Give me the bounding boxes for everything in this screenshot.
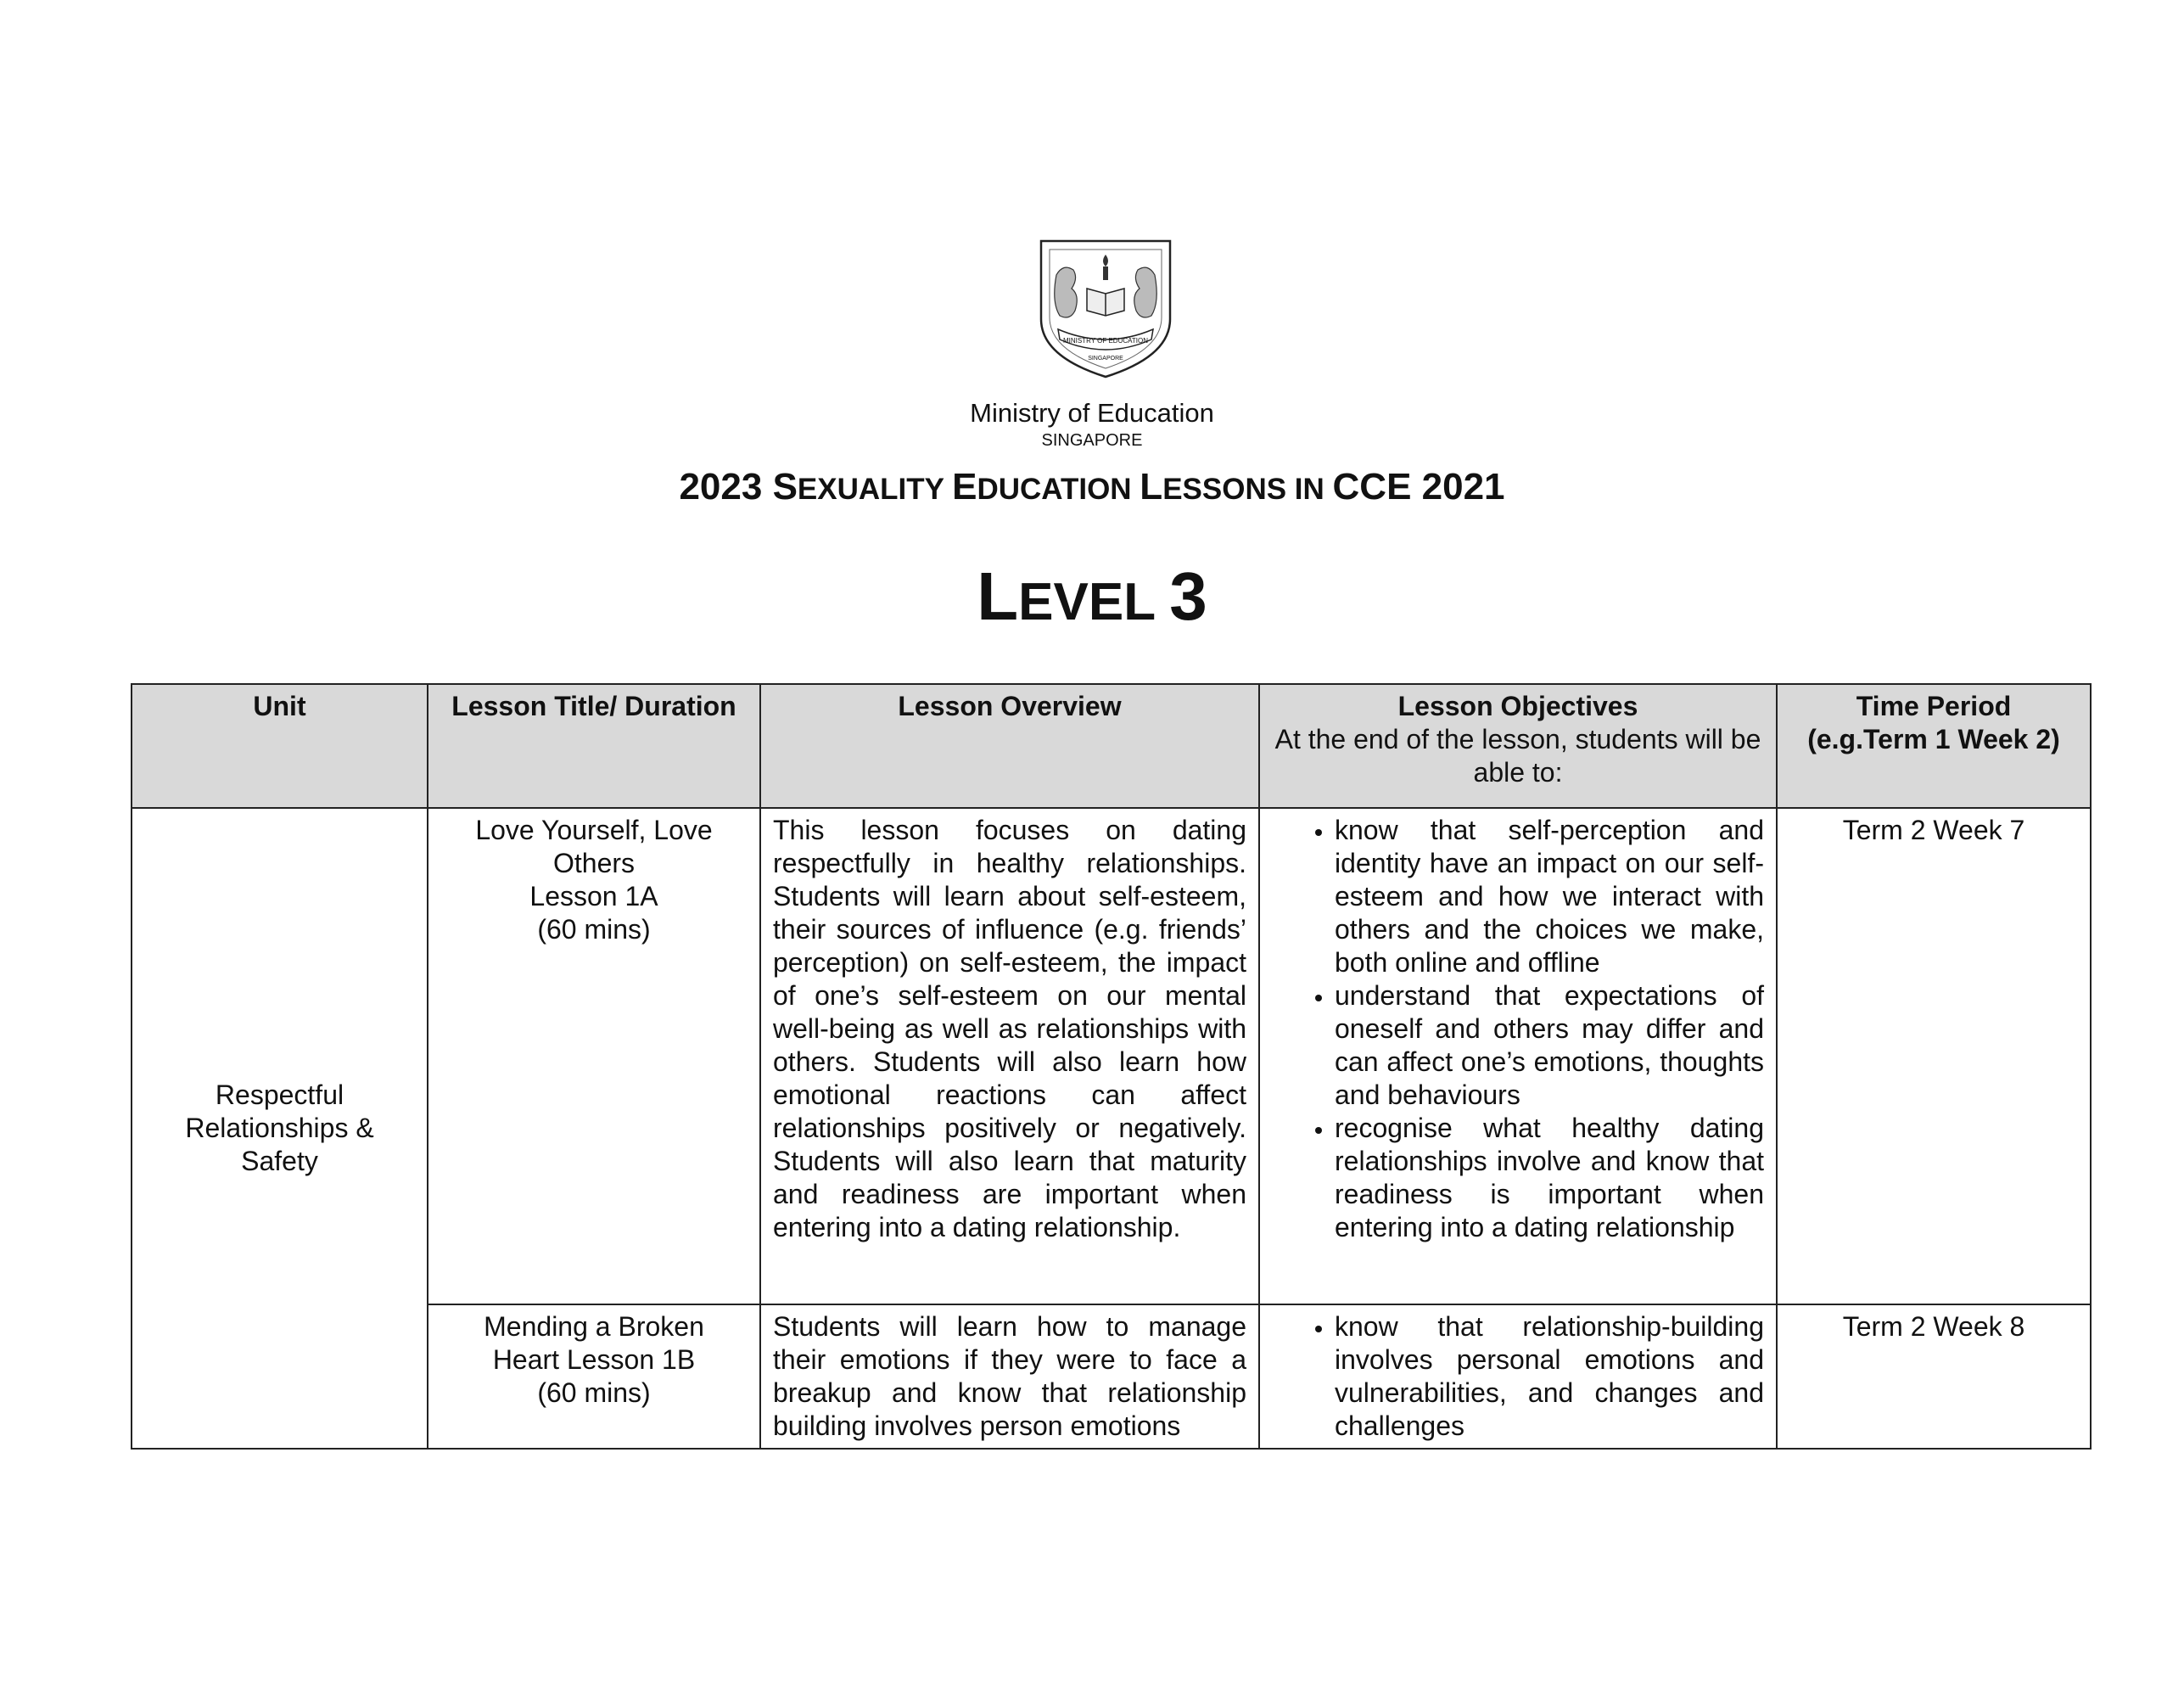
lesson-title-cell: Love Yourself, Love Others Lesson 1A (60 mins) bbox=[428, 808, 760, 1304]
objective-item: • know that relationship-building involves personal emotions and vulnerabilities, and changes and challenges bbox=[1335, 1310, 1764, 1443]
objectives-cell bbox=[1259, 808, 1777, 1304]
svg-text:MINISTRY OF EDUCATION: MINISTRY OF EDUCATION bbox=[1062, 337, 1149, 345]
overview-cell: This lesson focuses on dating respectfully in healthy relationships. Students will learn about self-esteem, their sources of influence (e.g. friends’ perception) on self-esteem, the impact of one’s self-esteem on our mental well-being as well as relationships with others. Students will also learn how emotional reactions can affect relationships positively or negatively. Students will also learn that maturity and readiness are important when entering into a dating relationship. bbox=[760, 808, 1259, 1304]
objective-item: • know that self-perception and identity have an impact on our self-esteem and how we interact with others and the choices we make, both online and offline bbox=[1335, 814, 1764, 979]
lesson-title-cell: Mending a Broken Heart Lesson 1B (60 mins) bbox=[428, 1304, 760, 1449]
svg-text:SINGAPORE: SINGAPORE bbox=[1088, 356, 1123, 362]
org-country: SINGAPORE bbox=[1041, 431, 1143, 450]
objectives-cell bbox=[1259, 1304, 1777, 1449]
objective-item: • understand that expectations of oneself and others may differ and can affect one’s emotions, thoughts and behaviours bbox=[1335, 979, 1764, 1112]
header-overview: Lesson Overview bbox=[760, 684, 1259, 808]
level-heading: LEVEL 3 bbox=[977, 558, 1207, 634]
time-period-cell: Term 2 Week 8 bbox=[1777, 1304, 2091, 1449]
document-title: 2023 SEXUALITY EDUCATION LESSONS IN CCE 2021 bbox=[679, 466, 1505, 508]
table-row bbox=[132, 808, 2091, 1304]
header-objectives: Lesson Objectives At the end of the lesson, students will be able to: bbox=[1259, 684, 1777, 808]
objective-item: • recognise what healthy dating relationships involve and know that readiness is important when entering into a dating relationship bbox=[1335, 1112, 1764, 1244]
header-time-period: Time Period (e.g.Term 1 Week 2) bbox=[1777, 684, 2091, 808]
unit-cell: Respectful Relationships & Safety bbox=[132, 808, 428, 1449]
header-lesson-title: Lesson Title/ Duration bbox=[428, 684, 760, 808]
time-period-cell: Term 2 Week 7 bbox=[1777, 808, 2091, 1304]
header-unit: Unit bbox=[132, 684, 428, 808]
table-header-row bbox=[132, 684, 2091, 808]
moe-crest-logo bbox=[1038, 238, 1173, 380]
lessons-table bbox=[131, 683, 2092, 1450]
org-name: Ministry of Education bbox=[970, 398, 1214, 428]
overview-cell: Students will learn how to manage their emotions if they were to face a breakup and know that relationship building involves person emotions bbox=[760, 1304, 1259, 1449]
